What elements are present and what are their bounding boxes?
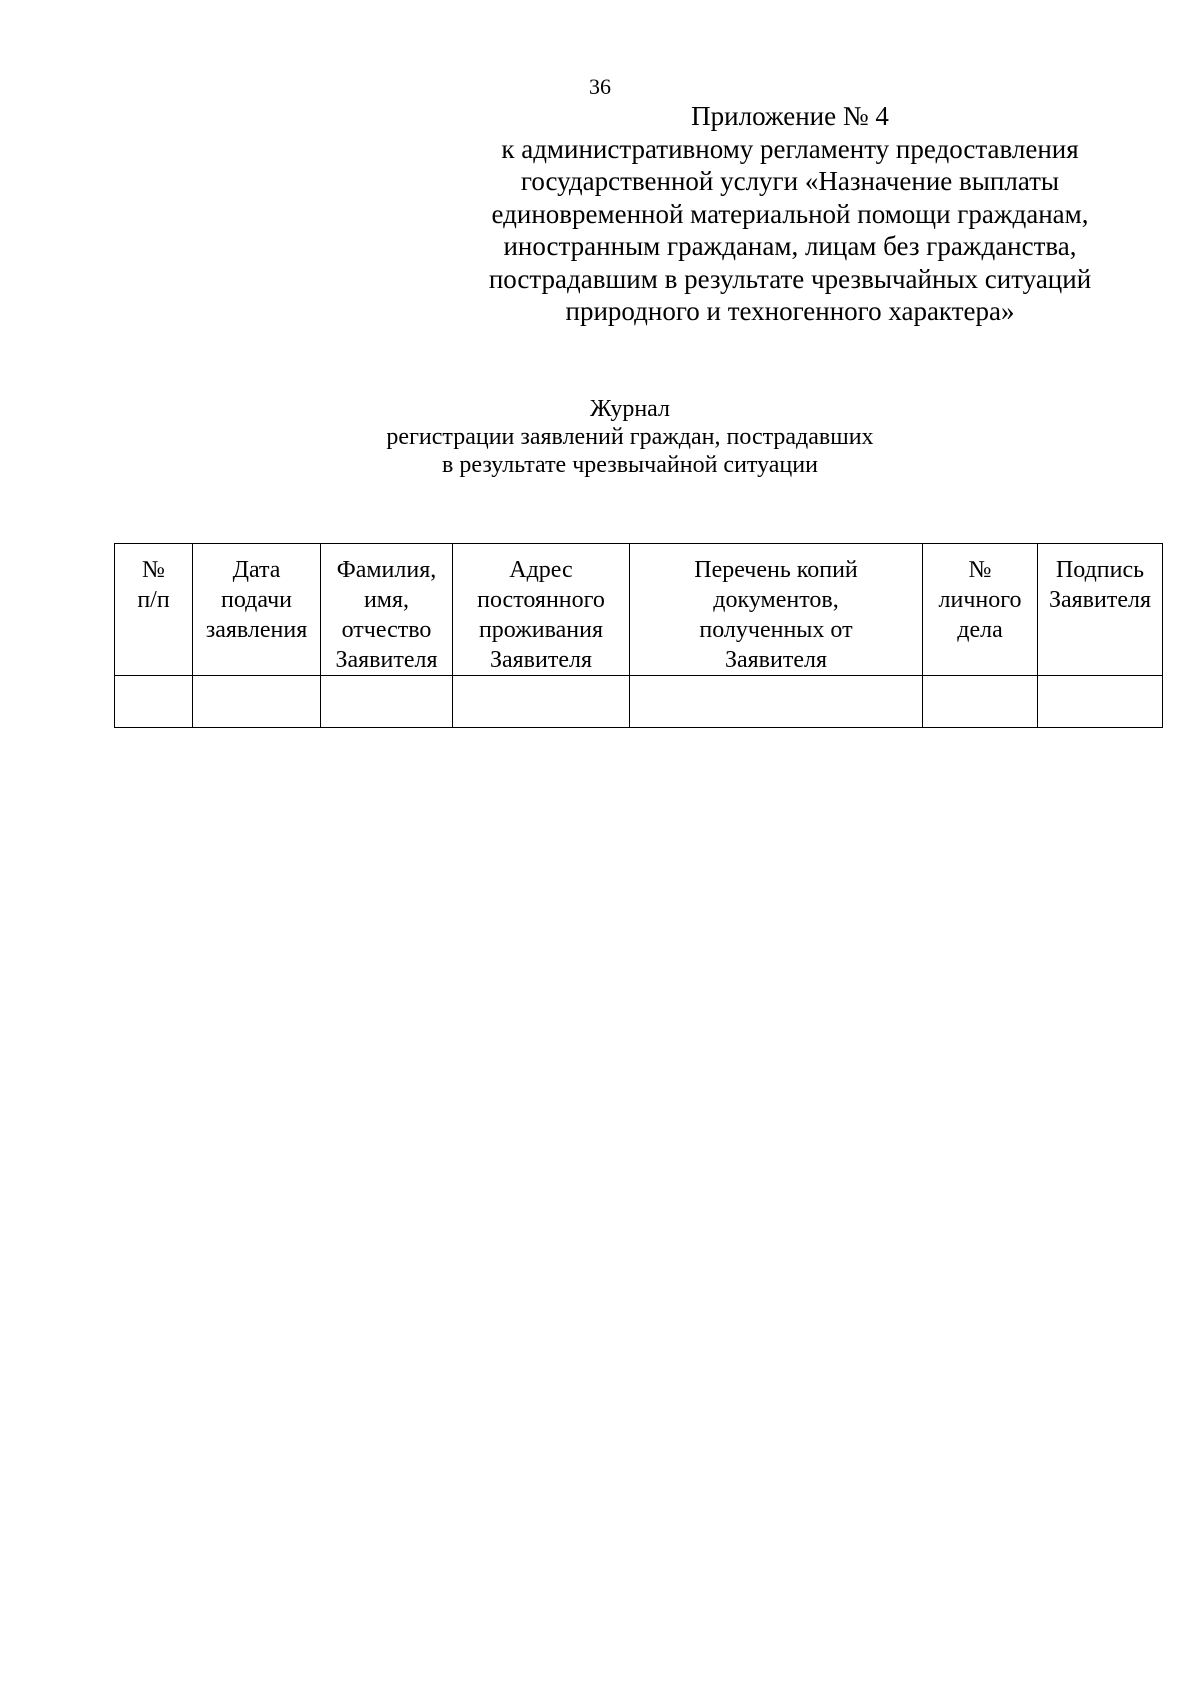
table-cell [1038,676,1163,728]
table-header-row [115,544,1163,676]
journal-heading [230,395,1030,479]
table-cell [923,676,1038,728]
column-header-full-name: Фамилия, имя, отчество Заявителя [321,544,453,676]
appendix-line: пострадавшим в результате чрезвычайных ситуаций [488,263,1092,294]
table-cell [115,676,193,728]
appendix-heading [450,100,1130,328]
table-cell [321,676,453,728]
table-row [115,676,1163,728]
column-header-address: Адрес постоянного проживания Заявителя [453,544,630,676]
journal-title: Журнал [589,396,670,422]
table-cell [453,676,630,728]
page-number: 36 [589,74,611,99]
column-header-documents: Перечень копий документов, полученных от Заявителя [630,544,923,676]
appendix-line: государственной услуги «Назначение выплаты [520,166,1060,196]
appendix-line: к административному регламенту предоставления [501,133,1079,164]
column-header-number: № п/п [115,544,193,676]
journal-subtitle-line: регистрации заявлений граждан, пострадавших [386,424,874,450]
registration-table [114,543,1163,728]
appendix-line: единовременной материальной помощи гражданам, [491,198,1089,229]
column-header-date: Дата подачи заявления [193,544,321,676]
appendix-line: иностранным гражданам, лицам без гражданства, [503,231,1077,261]
column-header-case-number: № личного дела [923,544,1038,676]
column-header-signature: Подпись Заявителя [1038,544,1163,676]
appendix-title: Приложение № 4 [691,101,889,131]
appendix-line: природного и техногенного характера» [565,296,1015,326]
table-cell [193,676,321,728]
table-cell [630,676,923,728]
journal-subtitle-line: в результате чрезвычайной ситуации [442,452,818,478]
